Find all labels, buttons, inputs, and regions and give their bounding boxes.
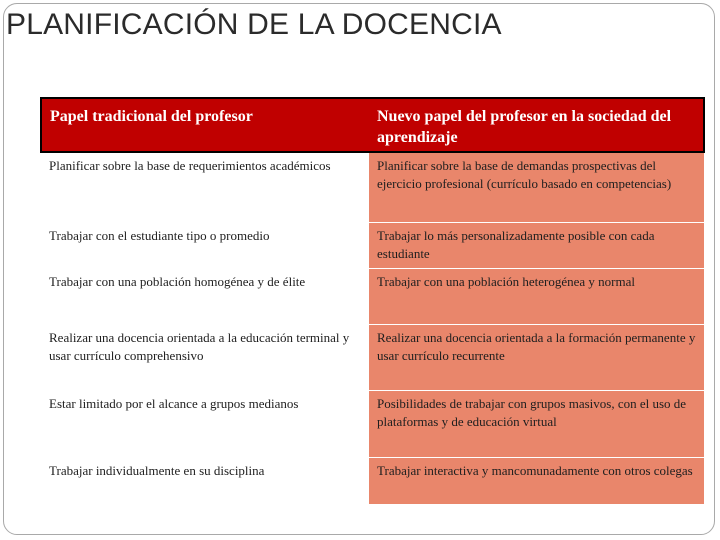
table-header-row — [41, 98, 704, 152]
new-role-cell: Posibilidades de trabajar con grupos masivos, con el uso de plataformas y de educación virtual — [369, 391, 704, 458]
table-row — [41, 458, 704, 505]
table-row — [41, 269, 704, 325]
table-row — [41, 223, 704, 269]
new-role-cell: Planificar sobre la base de demandas prospectivas del ejercicio profesional (currículo basado en competencias) — [369, 152, 704, 223]
table-row — [41, 152, 704, 223]
traditional-role-cell: Realizar una docencia orientada a la educación terminal y usar currículo comprehensivo — [41, 325, 369, 391]
traditional-role-cell: Trabajar con una población homogénea y de élite — [41, 269, 369, 325]
new-role-cell: Trabajar con una población heterogénea y normal — [369, 269, 704, 325]
new-role-cell: Trabajar interactiva y mancomunadamente con otros colegas — [369, 458, 704, 505]
table-row — [41, 325, 704, 391]
traditional-role-cell: Estar limitado por el alcance a grupos medianos — [41, 391, 369, 458]
traditional-role-cell: Planificar sobre la base de requerimientos académicos — [41, 152, 369, 223]
new-role-cell: Realizar una docencia orientada a la formación permanente y usar currículo recurrente — [369, 325, 704, 391]
header-traditional-role: Papel tradicional del profesor — [41, 98, 369, 152]
comparison-table-container — [40, 97, 696, 505]
comparison-table — [40, 97, 705, 505]
traditional-role-cell: Trabajar individualmente en su disciplina — [41, 458, 369, 505]
header-new-role: Nuevo papel del profesor en la sociedad del aprendizaje — [369, 98, 704, 152]
table-row — [41, 391, 704, 458]
new-role-cell: Trabajar lo más personalizadamente posible con cada estudiante — [369, 223, 704, 269]
slide-title: PLANIFICACIÓN DE LA DOCENCIA — [6, 8, 502, 41]
traditional-role-cell: Trabajar con el estudiante tipo o promedio — [41, 223, 369, 269]
